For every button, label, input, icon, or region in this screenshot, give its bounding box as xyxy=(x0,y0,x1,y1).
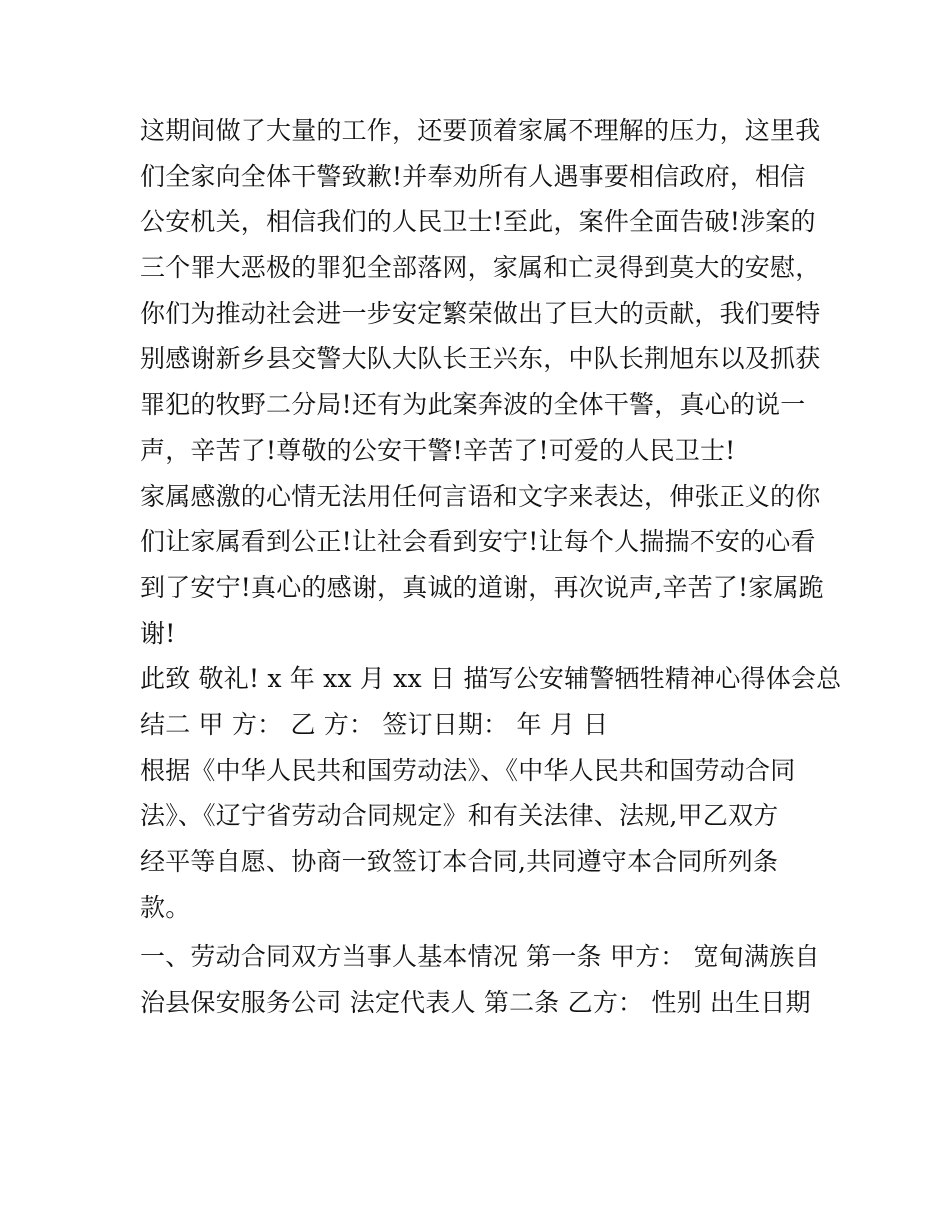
text-line: 此致 敬礼! x 年 xx 月 xx 日 描写公安辅警牺牲精神心得体会总 xyxy=(140,664,842,694)
text-line: 法》、《辽宁省劳动合同规定》和有关法律、法规,甲乙双方 xyxy=(140,801,779,831)
document-body xyxy=(140,108,842,1026)
text-line: 们让家属看到公正!让社会看到安宁!让每个人揣揣不安的心看 xyxy=(140,527,816,557)
text-line: 你们为推动社会进一步安定繁荣做出了巨大的贡献，我们要特 xyxy=(140,298,821,328)
text-line: 款。 xyxy=(140,892,191,922)
text-line: 经平等自愿、协商一致签订本合同,共同遵守本合同所列条 xyxy=(140,847,779,876)
text-line: 治县保安服务公司 法定代表人 第二条 乙方： 性别 出生日期 xyxy=(140,988,811,1018)
text-line: 这期间做了大量的工作，还要顶着家属不理解的压力，这里我 xyxy=(140,116,821,145)
text-line: 根据《中华人民共和国劳动法》、《中华人民共和国劳动合同 xyxy=(140,755,796,785)
text-line: 到了安宁!真心的感谢，真诚的道谢，再次说声,辛苦了!家属跪 xyxy=(140,572,824,602)
text-line: 公安机关，相信我们的人民卫士!至此，案件全面告破!涉案的 xyxy=(140,207,816,237)
text-line: 们全家向全体干警致歉!并奉劝所有人遇事要相信政府，相信 xyxy=(140,161,806,191)
text-line: 谢! xyxy=(140,618,176,648)
text-line: 罪犯的牧野二分局!还有为此案奔波的全体干警，真心的说一 xyxy=(140,390,806,420)
text-line: 三个罪大恶极的罪犯全部落网，家属和亡灵得到莫大的安慰， xyxy=(140,253,821,283)
text-line: 一、劳动合同双方当事人基本情况 第一条 甲方： 宽甸满族自 xyxy=(140,942,820,972)
text-line: 家属感激的心情无法用任何言语和文字来表达，伸张正义的你 xyxy=(140,481,821,511)
text-line: 结二 甲 方： 乙 方： 签订日期： 年 月 日 xyxy=(140,709,609,739)
text-line: 别感谢新乡县交警大队大队长王兴东，中队长荆旭东以及抓获 xyxy=(140,344,821,374)
text-line: 声，辛苦了!尊敬的公安干警!辛苦了!可爱的人民卫士! xyxy=(140,435,736,465)
